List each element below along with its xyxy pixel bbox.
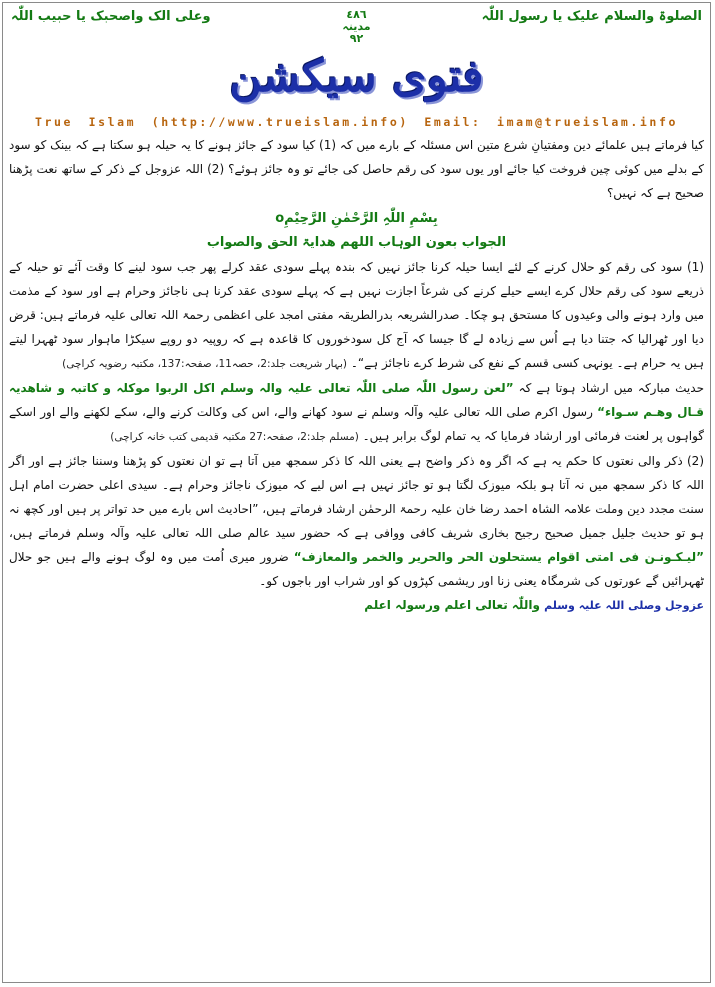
answer-2-arabic: ”لیـکـونـن فی امتی اقوام یستحلون الحر والحریر والخمر والمعازف“: [293, 550, 704, 564]
hadith-arabic: ”لعن رسول اللّٰہ صلی اللّٰہ تعالی علیہ والہ وسلم اکل الربوا موکلہ و کاتبہ و شاھدیہ قـال وھـم سـواء“: [9, 381, 704, 419]
reference-2: (مسلم جلد:2، صفحہ:27 مکتبہ قدیمی کتب خانہ کراچی): [110, 431, 359, 443]
answer-2-text: (2) ذکر والی نعتوں کا حکم یہ ہے کہ اگر وہ ذکر واضح ہے یعنی اللہ کا ذکر سمجھ میں آتا ہے تو ان نعتوں کو پڑھنا وسننا جائز ہے اور اگر اللہ کا ذکر سمجھ میں نہ آتا ہو بلکہ میوزک لگتا ہو تو جائز نہیں ہے اس لیے کہ میوزک ناجائز وحرام ہے۔ سیدی اعلی حضرت امام اہل سنت مجدد دین وملت علامہ الشاہ احمد رضا خان علیہ رحمۃ الرحمٰن ارشاد فرماتے ہیں، ”احادیث اس بارے میں حد تواتر پر ہیں اور کچھ نہ ہو تو حدیث جلیل جمیل صحیح رجیح بخاری شریف کافی ووافی ہے کہ حضور سید عالم صلی اللہ تعالی علیہ وآلہ وسلم فرماتے ہیں،: [9, 454, 704, 540]
closing-text: واللّٰہ تعالی اعلم ورسولہ اعلم: [364, 598, 540, 612]
salutation-right: الصلوۃ والسلام علیک یا رسول اللّٰہ: [481, 9, 702, 24]
salutation-left: وعلی الک واصحبک یا حبیب اللّٰہ: [11, 9, 211, 24]
header-emblem: [317, 9, 397, 45]
fatwa-body: [9, 133, 704, 618]
answer-1-text: (1) سود کی رقم کو حلال کرنے کے لئے ایسا حیلہ کرنا جائز نہیں کہ بندہ پہلے سودی عقد کرلے پھر جب سود لینے کا وقت آئے تو حیلہ کے ذریعے سود کی رقم حلال کرے ایسے حیلے کرنے کی شرعاً اجازت نہیں ہے کہ پہلے سودی عقد کرنا ہی ناجائز وحرام ہے اور سود کے مذمت میں وارد ہونے والی وعیدوں کا مستحق ہو چکا۔ صدرالشریعہ بدرالطریقہ مفتی امجد علی اعظمی رحمۃ اللہ تعالی علیہ فرماتے ہیں: قرض دیا اور ٹھرالیا کہ جتنا دیا ہے اُس سے زیادہ لے گا جیسا کہ آج کل سودخوروں کا قاعدہ ہے کہ روپیہ دو روپے سیکڑا ماہوار سود ٹھہرا لیتے ہیں یہ حرام ہے۔ یونہی کسی قسم کے نفع کی شرط کرے ناجائز ہے“۔: [9, 260, 704, 370]
answer-1-paragraph: [9, 255, 704, 376]
hadith-translation: رسول اکرم صلی اللہ تعالی علیہ وآلہ وسلم نے سود کھانے والے، اس کی وکالت کرنے والے، سکے لکھنے والے اور اسکے گواہوں پر لعنت فرمائی اور ارشاد فرمایا کہ یہ تمام لوگ برابر ہیں۔: [9, 405, 704, 443]
answer-2-paragraph: [9, 449, 704, 593]
hadith-paragraph: [9, 376, 704, 449]
closing-seal: عزوجل وصلی اللہ علیہ وسلم: [544, 599, 704, 612]
answer-heading: الجواب بعون الوہاب اللھم ھدایۃ الحق والصواب: [206, 235, 507, 250]
header: [11, 9, 702, 55]
emblem-line-2: مدینہ: [342, 20, 371, 33]
hadith-intro: حدیث مبارکہ میں ارشاد ہوتا ہے کہ: [518, 381, 704, 395]
emblem-line-1: ٤٨٦: [346, 8, 367, 21]
contact-line: True Islam (http://www.trueislam.info) Email: imam@trueislam.info: [34, 115, 679, 129]
page-title: فتوی سیکشن: [229, 51, 484, 102]
reference-1: (بہار شریعت جلد:2، حصہ11، صفحہ:137، مکتبہ رضویہ کراچی): [62, 358, 348, 370]
emblem-line-3: ٩٢: [349, 32, 364, 45]
question-paragraph: کیا فرماتے ہیں علمائے دین ومفتیانِ شرع متین اس مسئلہ کے بارے میں کہ (1) کیا سود کے جائز ہونے کا یہ حیلہ ہو سکتا ہے کہ بینک کو سود کے بدلے میں کوئی چین فروخت کیا جائے اور یوں سود کی رقم حاصل کی جائے تو وہ جائز ہوئے؟ (2) اللہ عزوجل کے ذکر کے ساتھ نعت پڑھنا صحیح ہے کہ نہیں؟: [9, 138, 705, 200]
basmala: بِسْمِ اللّٰہِ الرَّحْمٰنِ الرَّحِیْمِo: [275, 211, 438, 226]
page-frame: [2, 2, 711, 983]
closing-line: [9, 593, 704, 618]
answer-2-end: ضرور میری اُمت میں وہ لوگ ہونے والے ہیں جو حلال ٹھہرائیں گے عورتوں کی شرمگاہ یعنی زنا اور ریشمی کپڑوں کو اور شراب اور باجوں کو۔: [9, 550, 704, 588]
